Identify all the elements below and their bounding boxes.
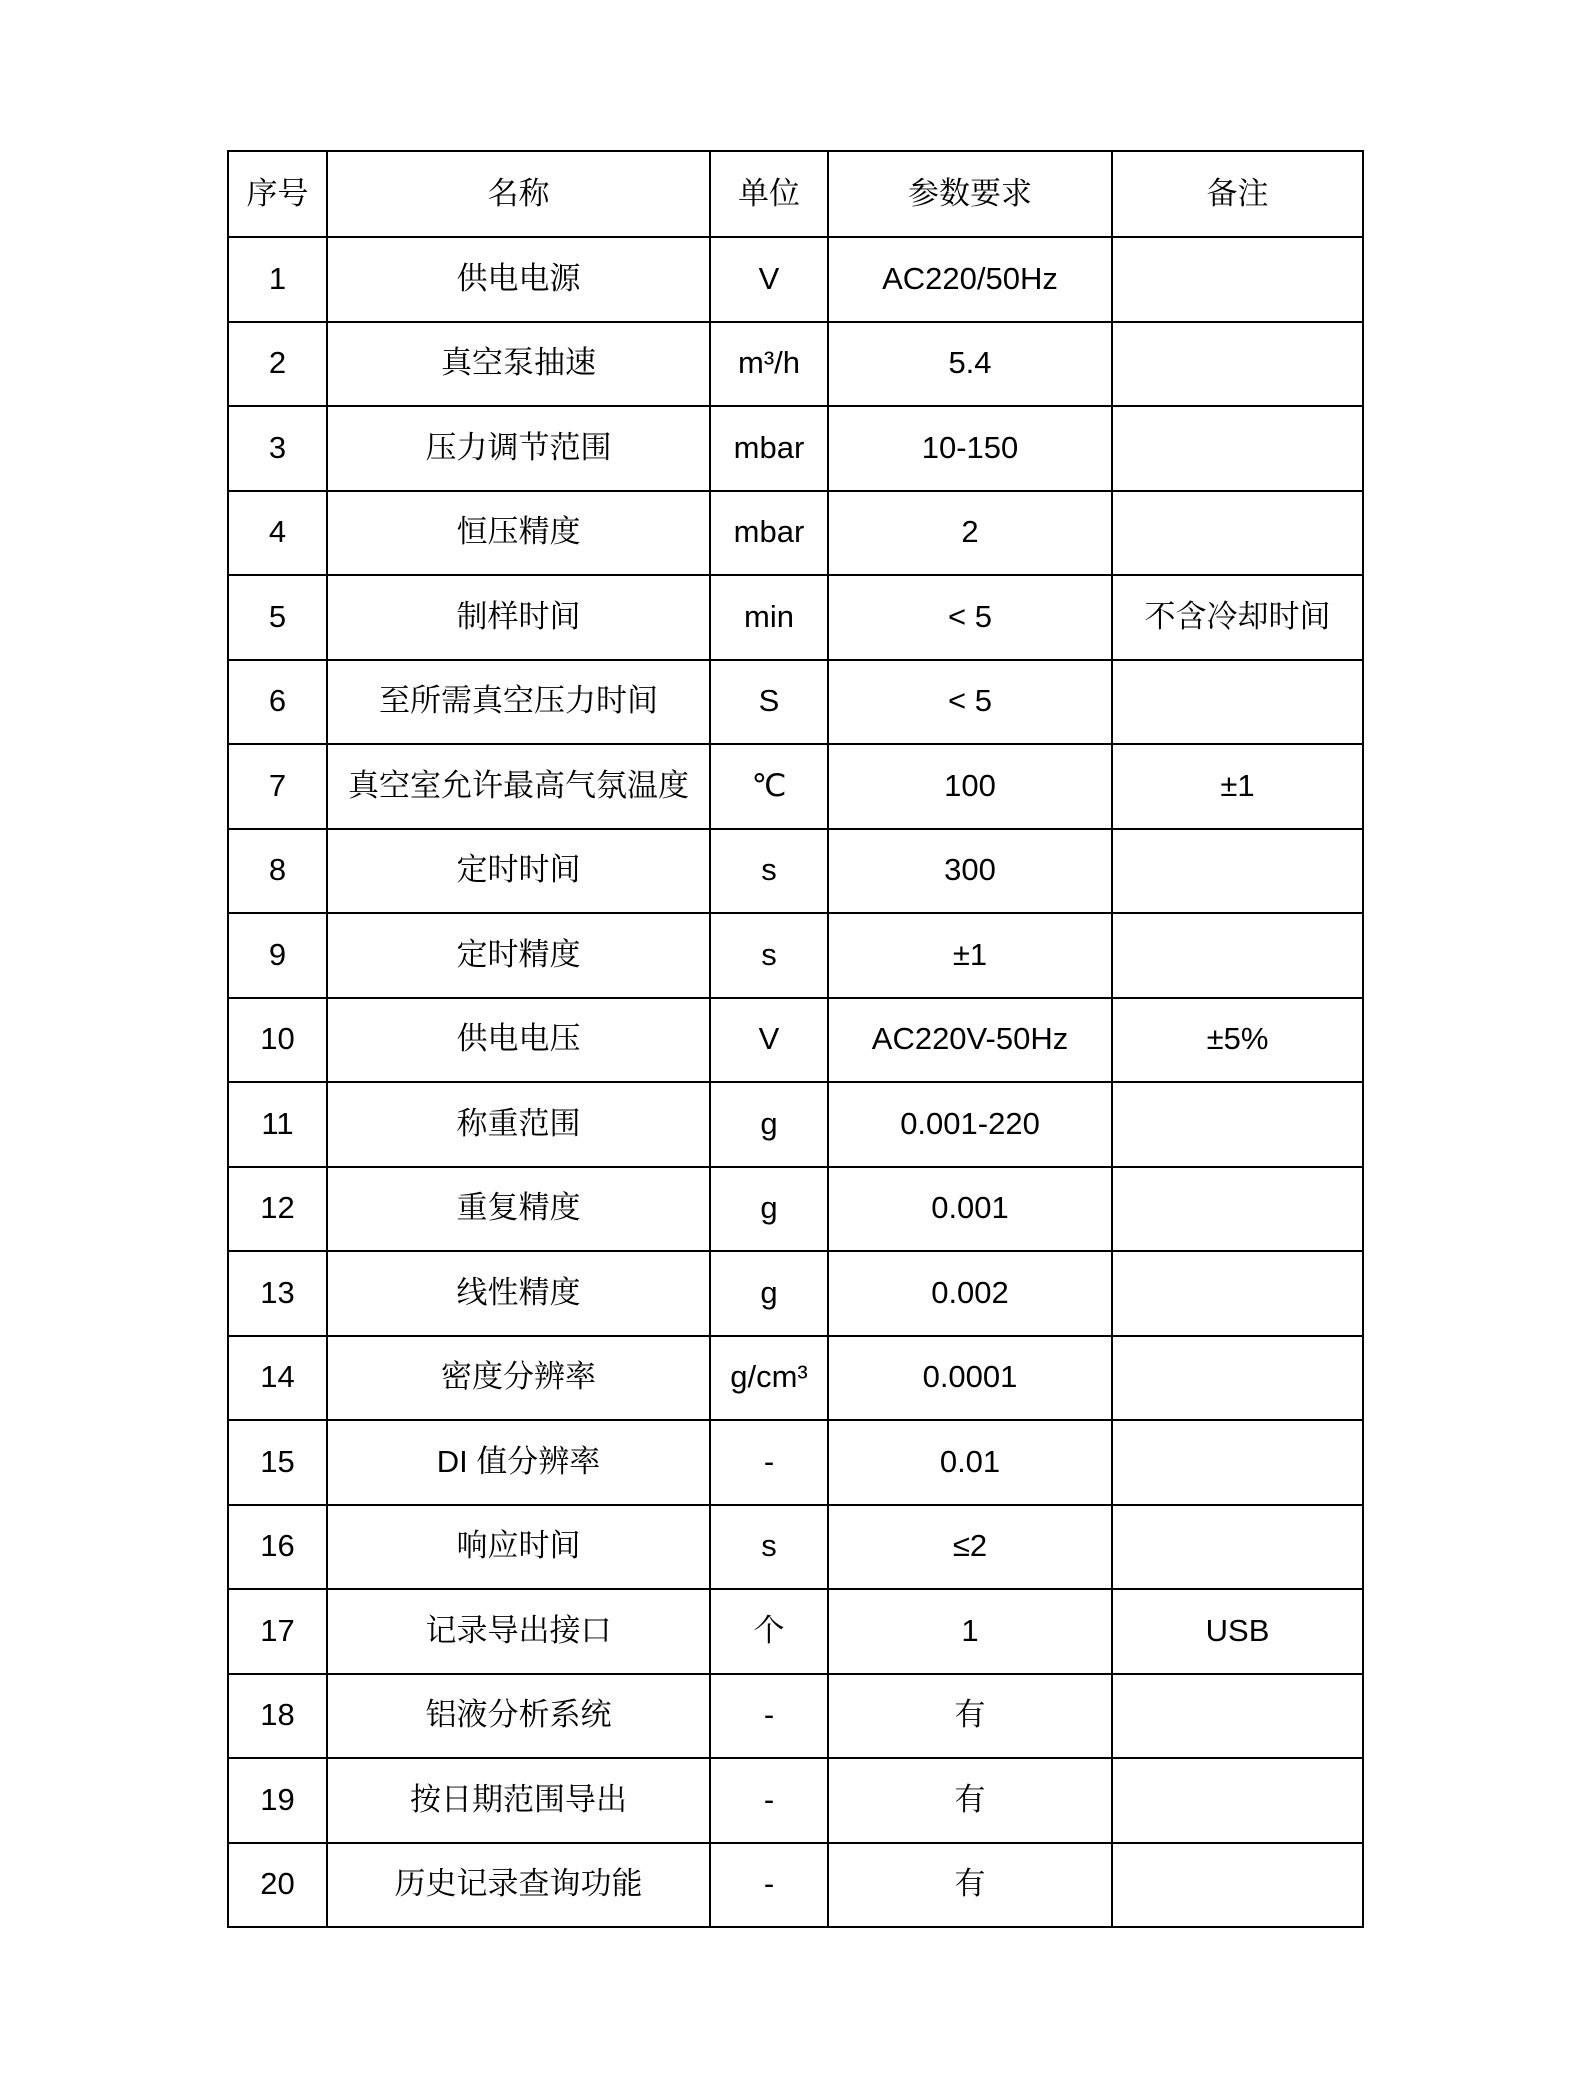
cell-unit: s — [710, 913, 828, 998]
cell-value: 2 — [828, 491, 1112, 576]
table-row — [228, 998, 1363, 1083]
table-row — [228, 1167, 1363, 1252]
table-row — [228, 1843, 1363, 1928]
cell-name: 按日期范围导出 — [327, 1758, 710, 1843]
header-cell-unit: 单位 — [710, 151, 828, 237]
cell-value: < 5 — [828, 660, 1112, 745]
cell-num: 6 — [228, 660, 327, 745]
cell-remark — [1112, 1251, 1363, 1336]
table-row — [228, 1420, 1363, 1505]
cell-unit: - — [710, 1674, 828, 1759]
cell-name: 真空室允许最高气氛温度 — [327, 744, 710, 829]
cell-num: 11 — [228, 1082, 327, 1167]
cell-remark: USB — [1112, 1589, 1363, 1674]
cell-num: 19 — [228, 1758, 327, 1843]
cell-unit: s — [710, 1505, 828, 1590]
cell-value: AC220/50Hz — [828, 237, 1112, 322]
cell-num: 10 — [228, 998, 327, 1083]
cell-remark: ±1 — [1112, 744, 1363, 829]
table-body — [228, 237, 1363, 1927]
cell-num: 12 — [228, 1167, 327, 1252]
cell-value: AC220V-50Hz — [828, 998, 1112, 1083]
cell-unit: g — [710, 1167, 828, 1252]
cell-value: 有 — [828, 1843, 1112, 1928]
cell-unit: g/cm³ — [710, 1336, 828, 1421]
cell-name: 响应时间 — [327, 1505, 710, 1590]
cell-unit: - — [710, 1758, 828, 1843]
cell-unit: mbar — [710, 491, 828, 576]
cell-remark — [1112, 322, 1363, 407]
cell-name: 历史记录查询功能 — [327, 1843, 710, 1928]
cell-num: 7 — [228, 744, 327, 829]
table-row — [228, 322, 1363, 407]
cell-unit: - — [710, 1420, 828, 1505]
table-row — [228, 1674, 1363, 1759]
cell-name: 线性精度 — [327, 1251, 710, 1336]
cell-num: 8 — [228, 829, 327, 914]
header-cell-value: 参数要求 — [828, 151, 1112, 237]
table-header — [228, 151, 1363, 237]
cell-remark — [1112, 1167, 1363, 1252]
cell-unit: - — [710, 1843, 828, 1928]
cell-value: 0.002 — [828, 1251, 1112, 1336]
cell-remark — [1112, 660, 1363, 745]
cell-name: 记录导出接口 — [327, 1589, 710, 1674]
cell-num: 20 — [228, 1843, 327, 1928]
cell-num: 2 — [228, 322, 327, 407]
cell-value: 10-150 — [828, 406, 1112, 491]
cell-name: DI 值分辨率 — [327, 1420, 710, 1505]
table-row — [228, 1758, 1363, 1843]
cell-value: ≤2 — [828, 1505, 1112, 1590]
table-row — [228, 237, 1363, 322]
cell-num: 15 — [228, 1420, 327, 1505]
cell-unit: ℃ — [710, 744, 828, 829]
cell-num: 13 — [228, 1251, 327, 1336]
spec-table — [227, 150, 1364, 1928]
cell-remark — [1112, 1674, 1363, 1759]
header-cell-num: 序号 — [228, 151, 327, 237]
cell-value: ±1 — [828, 913, 1112, 998]
cell-value: 有 — [828, 1758, 1112, 1843]
cell-name: 供电电源 — [327, 237, 710, 322]
cell-value: 100 — [828, 744, 1112, 829]
cell-name: 密度分辨率 — [327, 1336, 710, 1421]
cell-num: 14 — [228, 1336, 327, 1421]
cell-remark — [1112, 1843, 1363, 1928]
table-row — [228, 1082, 1363, 1167]
cell-remark — [1112, 829, 1363, 914]
cell-name: 供电电压 — [327, 998, 710, 1083]
cell-unit: min — [710, 575, 828, 660]
cell-value: 5.4 — [828, 322, 1112, 407]
table-row — [228, 1505, 1363, 1590]
cell-name: 压力调节范围 — [327, 406, 710, 491]
cell-unit: 个 — [710, 1589, 828, 1674]
cell-value: < 5 — [828, 575, 1112, 660]
cell-name: 定时精度 — [327, 913, 710, 998]
cell-unit: V — [710, 998, 828, 1083]
cell-name: 铝液分析系统 — [327, 1674, 710, 1759]
cell-name: 恒压精度 — [327, 491, 710, 576]
cell-unit: mbar — [710, 406, 828, 491]
cell-value: 0.01 — [828, 1420, 1112, 1505]
cell-name: 至所需真空压力时间 — [327, 660, 710, 745]
table-header-row — [228, 151, 1363, 237]
cell-remark — [1112, 1758, 1363, 1843]
cell-value: 0.0001 — [828, 1336, 1112, 1421]
cell-unit: m³/h — [710, 322, 828, 407]
cell-num: 5 — [228, 575, 327, 660]
cell-name: 制样时间 — [327, 575, 710, 660]
cell-remark: ±5% — [1112, 998, 1363, 1083]
cell-remark — [1112, 406, 1363, 491]
cell-num: 3 — [228, 406, 327, 491]
table-row — [228, 575, 1363, 660]
header-cell-remark: 备注 — [1112, 151, 1363, 237]
cell-value: 0.001 — [828, 1167, 1112, 1252]
table-row — [228, 1589, 1363, 1674]
cell-value: 300 — [828, 829, 1112, 914]
cell-name: 真空泵抽速 — [327, 322, 710, 407]
table-row — [228, 913, 1363, 998]
cell-remark: 不含冷却时间 — [1112, 575, 1363, 660]
cell-num: 16 — [228, 1505, 327, 1590]
cell-unit: g — [710, 1082, 828, 1167]
cell-name: 重复精度 — [327, 1167, 710, 1252]
cell-name: 称重范围 — [327, 1082, 710, 1167]
cell-remark — [1112, 1082, 1363, 1167]
cell-remark — [1112, 237, 1363, 322]
header-cell-name: 名称 — [327, 151, 710, 237]
cell-remark — [1112, 1336, 1363, 1421]
cell-num: 9 — [228, 913, 327, 998]
cell-remark — [1112, 491, 1363, 576]
cell-unit: S — [710, 660, 828, 745]
cell-num: 1 — [228, 237, 327, 322]
cell-remark — [1112, 1505, 1363, 1590]
table-row — [228, 660, 1363, 745]
cell-value: 有 — [828, 1674, 1112, 1759]
table-row — [228, 1336, 1363, 1421]
table-row — [228, 406, 1363, 491]
cell-num: 18 — [228, 1674, 327, 1759]
cell-unit: s — [710, 829, 828, 914]
cell-remark — [1112, 1420, 1363, 1505]
cell-num: 17 — [228, 1589, 327, 1674]
table-row — [228, 829, 1363, 914]
table-row — [228, 744, 1363, 829]
cell-unit: g — [710, 1251, 828, 1336]
cell-value: 0.001-220 — [828, 1082, 1112, 1167]
table-row — [228, 491, 1363, 576]
cell-name: 定时时间 — [327, 829, 710, 914]
table-row — [228, 1251, 1363, 1336]
cell-num: 4 — [228, 491, 327, 576]
cell-value: 1 — [828, 1589, 1112, 1674]
cell-remark — [1112, 913, 1363, 998]
cell-unit: V — [710, 237, 828, 322]
